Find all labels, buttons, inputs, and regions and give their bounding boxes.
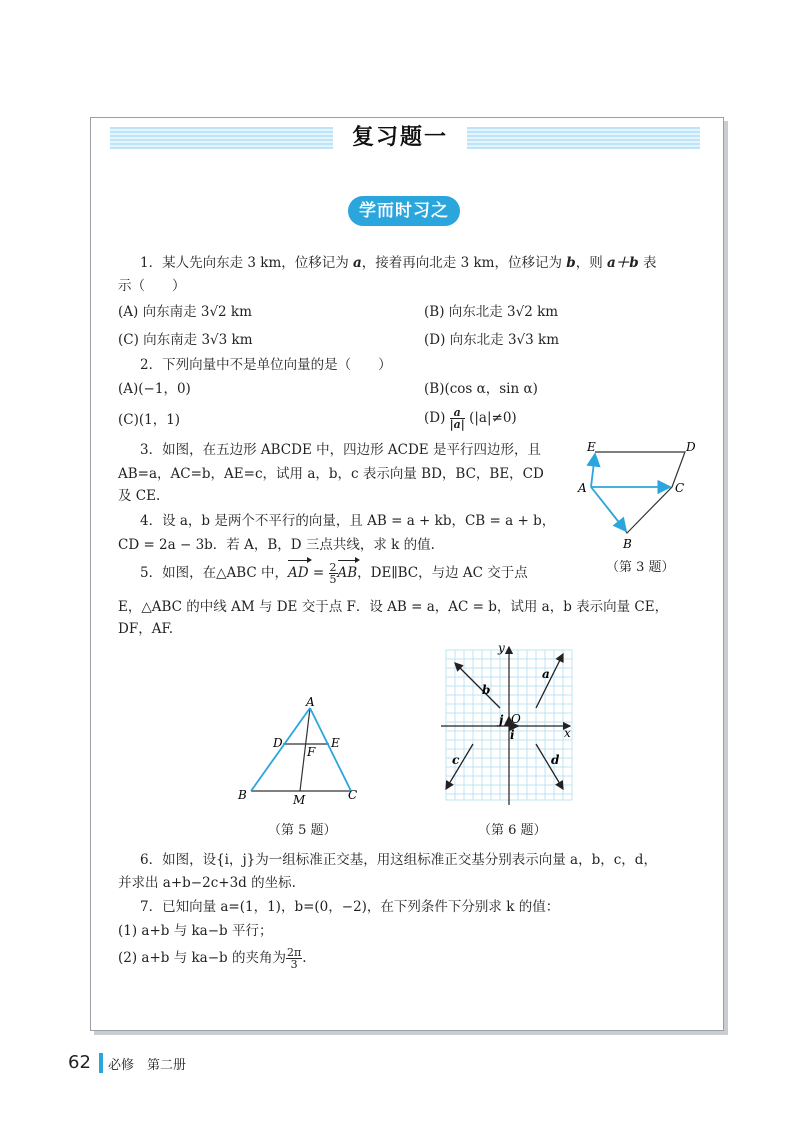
q7-part1: (1) a+b 与 ka−b 平行； <box>118 923 273 939</box>
figure-6-grid <box>438 640 578 810</box>
q3-line3: 及 CE. <box>118 488 161 504</box>
q4-line2: CD = 2a − 3b．若 A，B，D 三点共线，求 k 的值. <box>118 537 435 553</box>
q5-line1: 5．如图，在△ABC 中，AD = $\frac{2}{5}$ AB，DE∥BC，与边 AC 交于点 <box>140 561 528 586</box>
vector-ab-fig <box>591 487 626 531</box>
q5-line2: E，△ABC 的中线 AM 与 DE 交于点 F．设 AB = a，AC = b，试用 a，b 表示向量 CE， <box>118 599 669 615</box>
label-f: F <box>307 745 316 759</box>
label-j: j <box>499 713 504 727</box>
label-b: b <box>482 683 491 697</box>
label-c: c <box>452 753 460 767</box>
vector-ab: AB <box>338 560 358 586</box>
label-e: E <box>587 440 596 454</box>
label-a: A <box>306 695 315 709</box>
q7-line1: 7．已知向量 a=(1，1)，b=(0，−2)，在下列条件下分别求 k 的值： <box>140 899 560 915</box>
q1-option-b: (B) 向东北走 3√2 km <box>424 304 559 320</box>
q2-stem: 2．下列向量中不是单位向量的是（ ） <box>140 357 392 373</box>
section-badge: 学而时习之 <box>348 196 460 226</box>
label-e: E <box>331 736 340 750</box>
vector-a <box>536 654 563 708</box>
label-b: B <box>238 788 247 802</box>
figure-5-caption: （第 5 题） <box>268 823 337 838</box>
book-title: 必修 第二册 <box>108 1058 187 1073</box>
label-b: B <box>623 537 632 551</box>
q1-line1: 1．某人先向东走 3 km，位移记为 a，接着再向北走 3 km，位移记为 b，则 a＋b 表 <box>140 255 657 271</box>
vector-ae <box>591 454 595 487</box>
pentagon-outline <box>591 452 685 533</box>
label-a: A <box>578 481 587 495</box>
q4-line1: 4．设 a，b 是两个不平行的向量，且 AB = a + kb，CB = a + b， <box>140 513 556 529</box>
page-number: 62 <box>68 1052 91 1073</box>
footer-accent-bar <box>99 1053 103 1073</box>
q1-option-d: (D) 向东北走 3√3 km <box>424 332 559 348</box>
label-o: O <box>511 712 521 726</box>
q5-line3: DF，AF. <box>118 621 173 637</box>
q3-line2: AB=a，AC=b，AE=c，试用 a，b，c 表示向量 BD，BC，BE，CD <box>118 466 544 482</box>
label-m: M <box>293 793 306 807</box>
label-c: C <box>675 481 685 495</box>
q2-option-c: (C)(1，1) <box>118 412 181 428</box>
q2-option-d: (D) $\frac{a}{|a|}$ (|a|≠0) <box>424 406 517 431</box>
q1-option-a: (A) 向东南走 3√2 km <box>118 304 252 320</box>
q6-line1: 6．如图，设{i，j}为一组标准正交基，用这组标准正交基分别表示向量 a，b，c，d， <box>140 852 657 868</box>
label-i: i <box>510 728 515 742</box>
figure-3-caption: （第 3 题） <box>606 560 675 575</box>
label-d: D <box>273 736 283 750</box>
q1-line2: 示（ ） <box>118 278 186 294</box>
q1-option-c: (C) 向东南走 3√3 km <box>118 332 253 348</box>
label-d: d <box>551 753 560 767</box>
q2-option-b: (B)(cos α，sin α) <box>424 381 538 397</box>
label-x: x <box>564 726 571 740</box>
label-y: y <box>498 641 505 655</box>
figure-3-pentagon <box>575 435 705 570</box>
q7-part2: (2) a+b 与 ka−b 的夹角为 $\frac{2\pi}{3}$ . <box>118 946 307 971</box>
figure-5-triangle <box>230 695 370 810</box>
label-a: a <box>542 667 550 681</box>
q3-line1: 3．如图，在五边形 ABCDE 中，四边形 ACDE 是平行四边形，且 <box>140 442 541 458</box>
q6-line2: 并求出 a+b−2c+3d 的坐标. <box>118 875 296 891</box>
figure-6-caption: （第 6 题） <box>478 823 547 838</box>
label-c: C <box>348 788 358 802</box>
vector-ad: AD <box>288 560 309 586</box>
q2-option-a: (A)(−1，0) <box>118 381 191 397</box>
page-title: 复习题一 <box>333 122 467 154</box>
label-d: D <box>686 440 696 454</box>
